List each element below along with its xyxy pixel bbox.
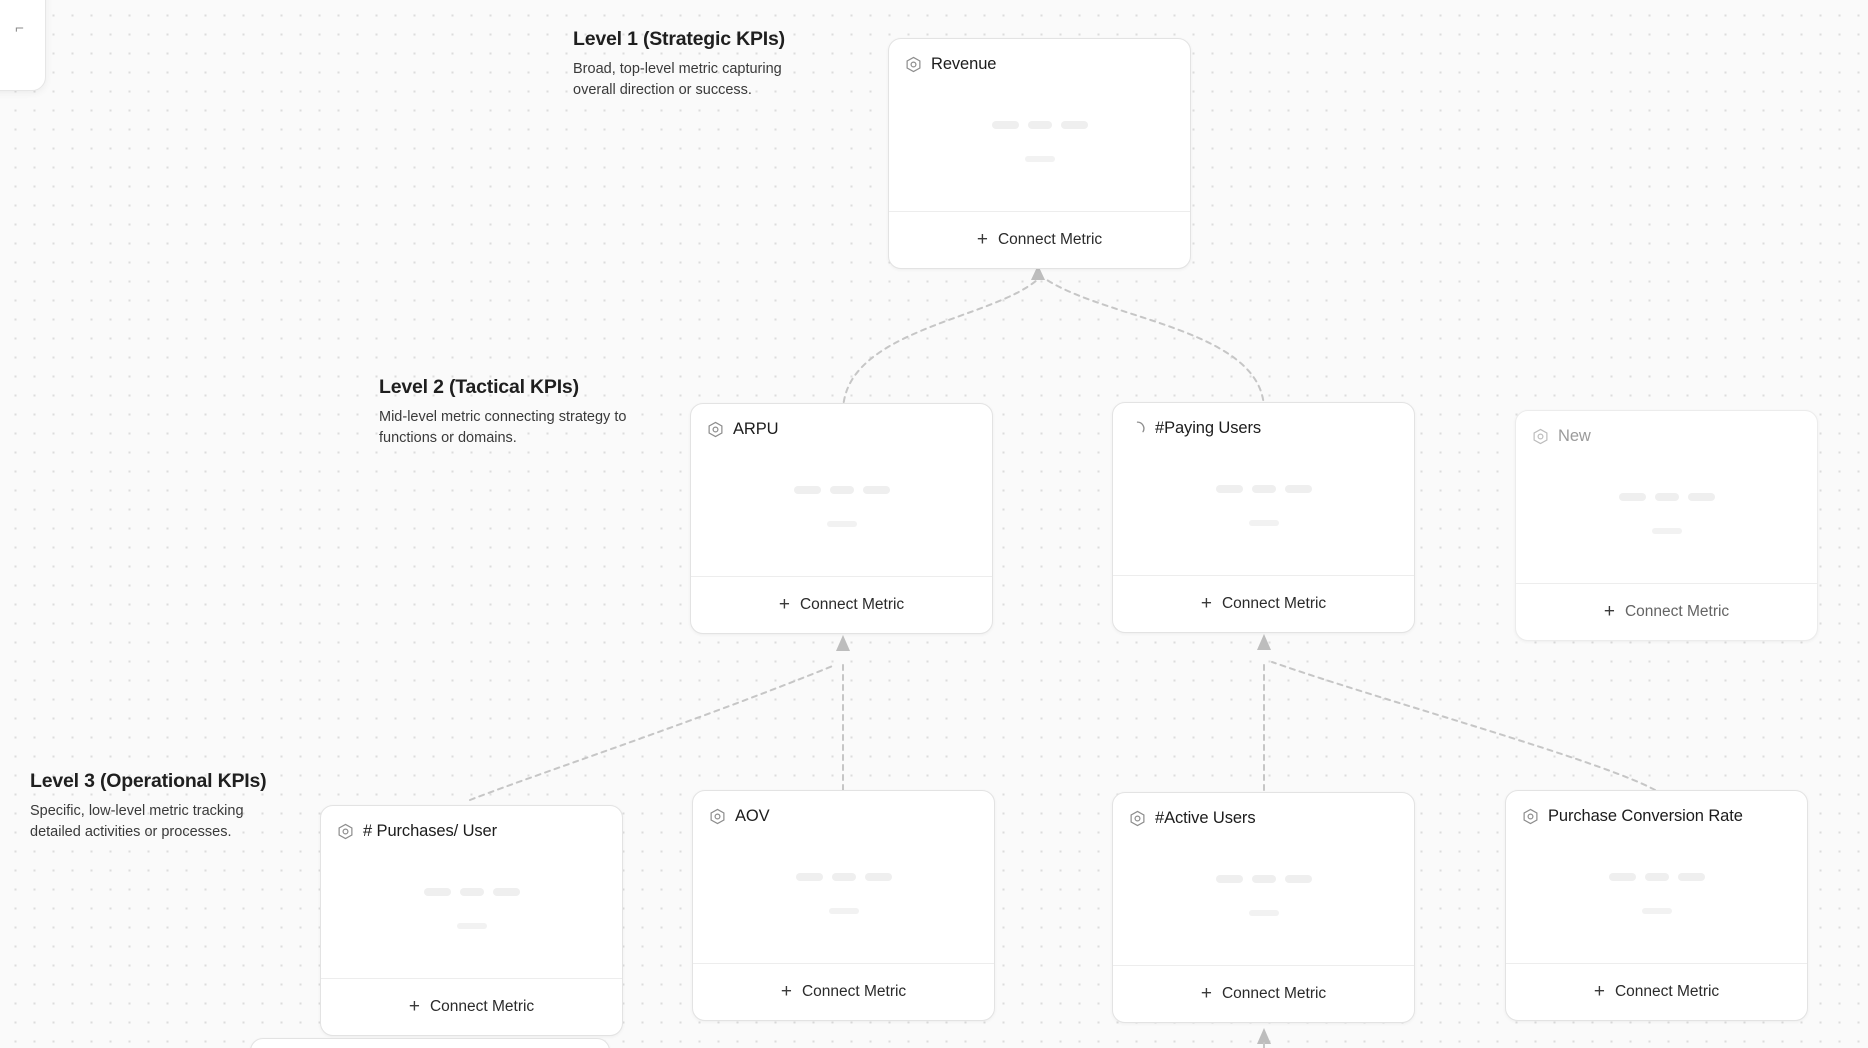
placeholder-bar <box>796 873 823 881</box>
card-title: ARPU <box>733 419 779 438</box>
placeholder-bar <box>493 888 520 896</box>
card-placeholder-body <box>889 73 1190 211</box>
metric-card-active-users[interactable] <box>1112 792 1415 1023</box>
hexagon-target-icon <box>707 421 724 438</box>
placeholder-bar <box>1688 493 1715 501</box>
connect-metric-button[interactable] <box>691 576 992 633</box>
level-3-label <box>30 770 280 843</box>
placeholder-bar <box>1061 121 1088 129</box>
card-title: AOV <box>735 806 770 825</box>
placeholder-bar <box>830 486 854 494</box>
connect-metric-label: Connect Metric <box>1221 985 1327 1002</box>
card-header <box>1506 791 1807 825</box>
panel-glyph: ⌐ <box>15 20 24 37</box>
plus-icon: + <box>1603 600 1615 622</box>
plus-icon: + <box>976 228 988 250</box>
card-header <box>1516 411 1817 445</box>
connect-metric-label: Connect Metric <box>429 998 535 1015</box>
plus-icon: + <box>780 980 792 1002</box>
metric-card-new[interactable] <box>1515 410 1818 641</box>
metric-card-purchase-conversion-rate[interactable] <box>1505 790 1808 1021</box>
loading-spinner-icon <box>1129 420 1146 437</box>
metric-card-revenue[interactable] <box>888 38 1191 269</box>
card-placeholder-body <box>321 840 622 978</box>
card-title: Purchase Conversion Rate <box>1548 806 1743 825</box>
placeholder-bar <box>1025 156 1055 162</box>
hexagon-target-icon <box>1522 808 1539 825</box>
edge-conversion-paying <box>1272 662 1655 790</box>
metric-card-purchases-per-user[interactable] <box>320 805 623 1036</box>
placeholder-bar <box>1285 485 1312 493</box>
placeholder-bar <box>1216 875 1243 883</box>
hexagon-target-icon <box>709 808 726 825</box>
hexagon-target-icon <box>1129 810 1146 827</box>
floating-panel-stub[interactable] <box>0 0 46 91</box>
connect-metric-label: Connect Metric <box>997 231 1103 248</box>
hexagon-target-icon <box>1532 428 1549 445</box>
placeholder-bar <box>1642 908 1672 914</box>
card-title: # Purchases/ User <box>363 821 498 840</box>
connect-metric-label: Connect Metric <box>1624 603 1730 620</box>
arrow-active-users-bottom <box>1257 1028 1271 1044</box>
placeholder-bar <box>1652 528 1682 534</box>
placeholder-bar <box>992 121 1019 129</box>
card-title: #Active Users <box>1155 808 1256 827</box>
level-1-description: Broad, top-level metric capturing overall direction or success. <box>573 61 782 99</box>
placeholder-bar <box>1028 121 1052 129</box>
connect-metric-button[interactable] <box>1113 965 1414 1022</box>
arrow-paying-users <box>1257 634 1271 650</box>
placeholder-bar <box>1249 910 1279 916</box>
placeholder-bar <box>1645 873 1669 881</box>
placeholder-bar <box>1216 485 1243 493</box>
placeholder-bar <box>863 486 890 494</box>
level-2-description: Mid-level metric connecting strategy to functions or domains. <box>379 409 627 447</box>
placeholder-bar <box>424 888 451 896</box>
placeholder-bar <box>1252 875 1276 883</box>
edge-purchases-arpu <box>470 665 835 800</box>
placeholder-bar <box>865 873 892 881</box>
metric-card-arpu[interactable] <box>690 403 993 634</box>
placeholder-bar <box>1655 493 1679 501</box>
card-header <box>1113 793 1414 827</box>
placeholder-bar <box>1678 873 1705 881</box>
metric-card-aov[interactable] <box>692 790 995 1021</box>
placeholder-bar <box>460 888 484 896</box>
placeholder-bar <box>1619 493 1646 501</box>
connect-metric-button[interactable] <box>321 978 622 1035</box>
card-placeholder-body <box>1113 437 1414 575</box>
hexagon-target-icon <box>905 56 922 73</box>
connect-metric-button[interactable] <box>693 963 994 1020</box>
placeholder-bar <box>794 486 821 494</box>
card-title: New <box>1558 426 1591 445</box>
connect-metric-label: Connect Metric <box>1614 983 1720 1000</box>
card-header <box>889 39 1190 73</box>
metric-card-partial-bottom[interactable] <box>250 1038 610 1048</box>
placeholder-bar <box>1285 875 1312 883</box>
connect-metric-button[interactable] <box>889 211 1190 268</box>
connect-metric-button[interactable] <box>1516 583 1817 640</box>
placeholder-bar <box>1609 873 1636 881</box>
placeholder-bar <box>832 873 856 881</box>
card-header <box>693 791 994 825</box>
card-title: #Paying Users <box>1155 418 1261 437</box>
level-3-description: Specific, low-level metric tracking detailed activities or processes. <box>30 803 244 841</box>
card-placeholder-body <box>1516 445 1817 583</box>
card-placeholder-body <box>693 825 994 963</box>
placeholder-bar <box>1252 485 1276 493</box>
arrow-arpu <box>836 635 850 651</box>
card-placeholder-body <box>1113 827 1414 965</box>
connect-metric-label: Connect Metric <box>801 983 907 1000</box>
card-header <box>321 806 622 840</box>
card-placeholder-body <box>1506 825 1807 963</box>
connect-metric-button[interactable] <box>1113 575 1414 632</box>
plus-icon: + <box>1200 982 1212 1004</box>
connect-metric-label: Connect Metric <box>1221 595 1327 612</box>
placeholder-bar <box>827 521 857 527</box>
connect-metric-button[interactable] <box>1506 963 1807 1020</box>
placeholder-bar <box>1249 520 1279 526</box>
placeholder-bar <box>829 908 859 914</box>
level-3-title: Level 3 (Operational KPIs) <box>30 770 267 792</box>
level-2-label <box>379 376 629 449</box>
edge-paying-users-revenue <box>1047 280 1264 410</box>
connect-metric-label: Connect Metric <box>799 596 905 613</box>
level-1-title: Level 1 (Strategic KPIs) <box>573 28 785 50</box>
card-header <box>1113 403 1414 437</box>
card-placeholder-body <box>691 438 992 576</box>
placeholder-bar <box>457 923 487 929</box>
level-1-label <box>573 28 823 101</box>
plus-icon: + <box>778 593 790 615</box>
metric-card-paying-users[interactable] <box>1112 402 1415 633</box>
card-header <box>691 404 992 438</box>
card-title: Revenue <box>931 54 997 73</box>
plus-icon: + <box>1593 980 1605 1002</box>
hexagon-target-icon <box>337 823 354 840</box>
edge-arpu-revenue <box>843 280 1037 412</box>
level-2-title: Level 2 (Tactical KPIs) <box>379 376 579 398</box>
plus-icon: + <box>1200 592 1212 614</box>
plus-icon: + <box>408 995 420 1017</box>
